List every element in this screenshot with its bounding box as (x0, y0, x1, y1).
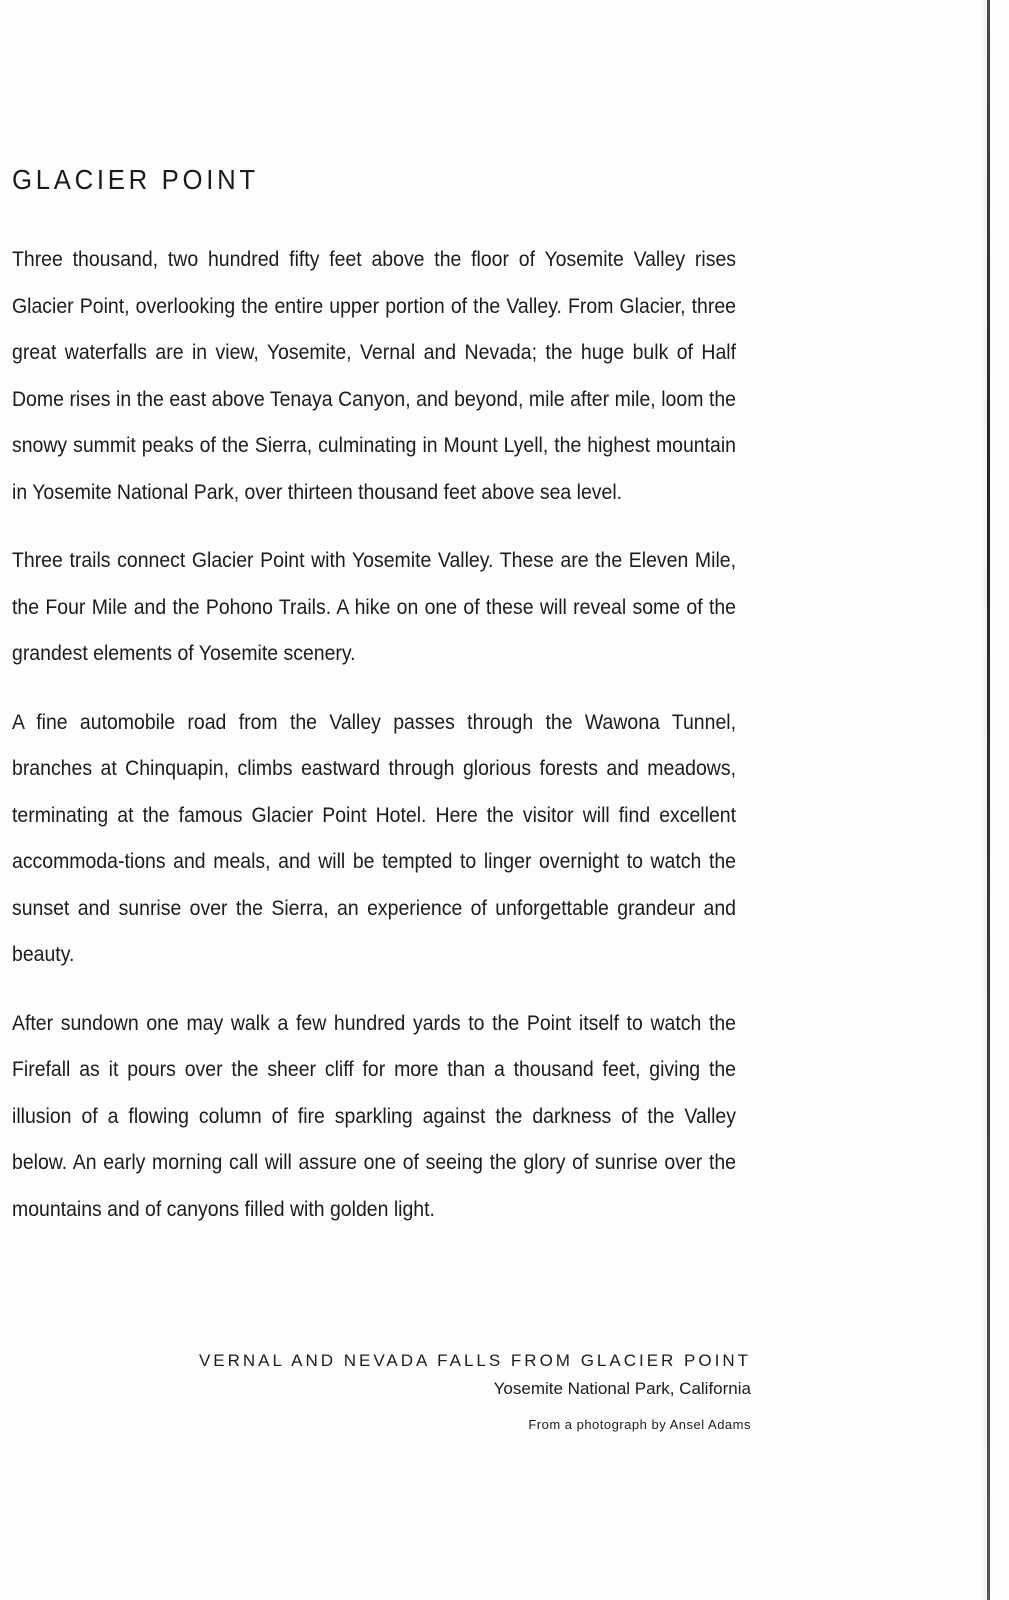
paragraph: Three thousand, two hundred fifty feet above the floor of Yosemite Valley rises Glacier Point, overlooking the entire upper portion of the Valley. From Glacier, three great waterfalls are in view, Yosemite, Vernal and Nevada; the huge bulk of Half Dome rises in the east above Tenaya Canyon, and beyond, mile after mile, loom the snowy summit peaks of the Sierra, culminating in Mount Lyell, the highest mountain in Yosemite National Park, over thirteen thousand feet above sea level. (12, 247, 736, 504)
page-title: GLACIER POINT (12, 164, 259, 195)
page-edge-shadow (980, 0, 987, 1600)
paragraph: A fine automobile road from the Valley passes through the Wawona Tunnel, branches at Chinquapin, climbs eastward through glorious forests and meadows, terminating at the famous Glacier Point Hotel. Here the visitor will find excellent accommoda-tions and meals, and will be tempted to linger overnight to watch the sunset and sunrise over the Sierra, an experience of unforgettable grandeur and beauty. (12, 709, 736, 966)
body-text (12, 236, 736, 1254)
caption-credit: From a photograph by Ansel Adams (528, 1417, 751, 1432)
paragraph: After sundown one may walk a few hundred yards to the Point itself to watch the Firefall as it pours over the sheer cliff for more than a thousand feet, giving the illusion of a flowing column of fire sparkling against the darkness of the Valley below. An early morning call will assure one of seeing the glory of sunrise over the mountains and of canyons filled with golden light. (12, 1010, 736, 1221)
paragraph: Three trails connect Glacier Point with Yosemite Valley. These are the Eleven Mile, the Four Mile and the Pohono Trails. A hike on one of these will reveal some of the grandest elements of Yosemite scenery. (12, 548, 736, 665)
photo-caption (199, 1347, 751, 1439)
page-edge-line (987, 0, 990, 1600)
caption-heading: VERNAL AND NEVADA FALLS FROM GLACIER POINT (198, 1351, 751, 1370)
caption-location: Yosemite National Park, California (493, 1379, 751, 1398)
